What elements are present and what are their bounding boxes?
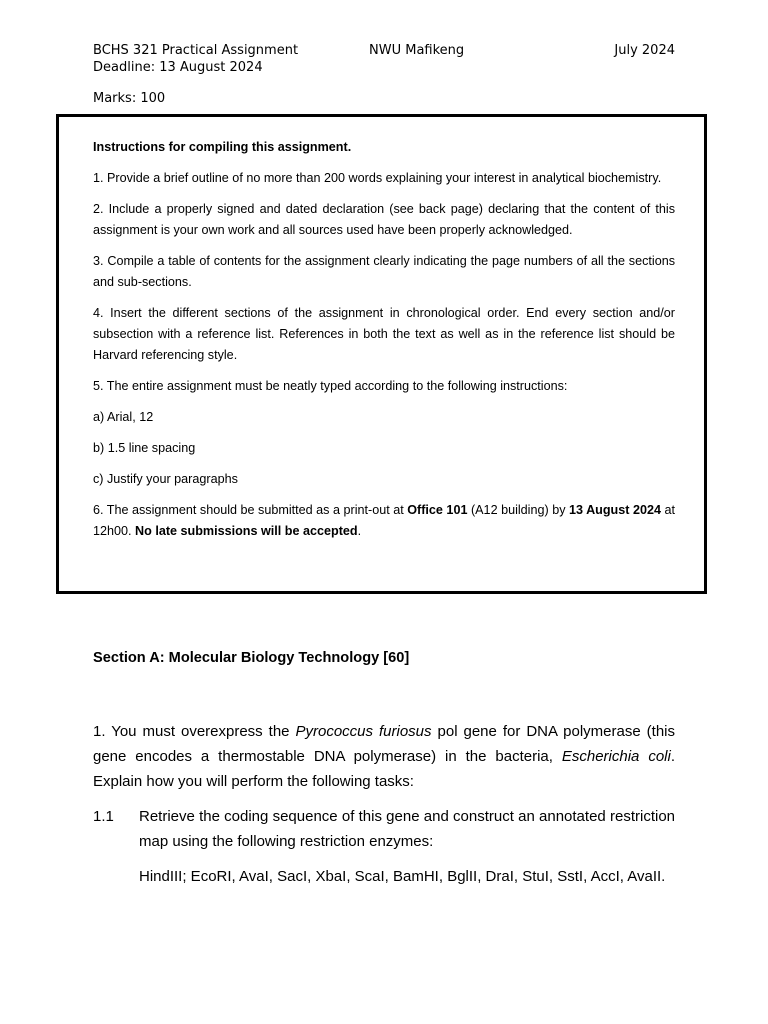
item6-text-4: . <box>357 524 362 538</box>
instruction-item-5c: c) Justify your paragraphs <box>93 472 238 486</box>
organism-pyrococcus: Pyrococcus furiosus <box>295 723 432 740</box>
q1-text-2: pol gene for DNA polymerase (this gene encodes a thermostable DNA polymerase) in the bacteria, <box>93 723 675 765</box>
instructions-title: Instructions for compiling this assignment. <box>93 140 352 154</box>
question-1-1-number: 1.1 <box>93 808 114 825</box>
item6-text-3: at 12h00. <box>93 503 675 538</box>
restriction-enzyme-list: HindIII; EcoRI, AvaI, SacI, XbaI, ScaI, BamHI, BglII, DraI, StuI, SstI, AccI, AvaII. <box>139 868 666 885</box>
instruction-item-2: 2. Include a properly signed and dated declaration (see back page) declaring that the content of this assignment is your own work and all sources used have been properly acknowledged. <box>93 202 675 237</box>
item6-text-1: 6. The assignment should be submitted as a print-out at <box>93 503 408 517</box>
question-1 <box>93 719 675 794</box>
instruction-item-6 <box>93 500 675 542</box>
section-a-heading: Section A: Molecular Biology Technology [60] <box>93 650 410 666</box>
instruction-item-5: 5. The entire assignment must be neatly typed according to the following instructions: <box>93 379 568 393</box>
item6-text-2: (A12 building) by <box>467 503 570 517</box>
header-date: July 2024 <box>614 43 675 58</box>
late-submission-notice: No late submissions will be accepted <box>135 524 358 538</box>
organism-ecoli: Escherichia coli <box>561 748 671 765</box>
question-1-1 <box>93 804 675 854</box>
deadline-text: Deadline: 13 August 2024 <box>93 60 263 75</box>
instructions-content <box>93 137 675 552</box>
instruction-item-1: 1. Provide a brief outline of no more than 200 words explaining your interest in analytical biochemistry. <box>93 171 662 185</box>
question-1-1-text: Retrieve the coding sequence of this gene and construct an annotated restriction map using the following restriction enzymes: <box>139 808 675 850</box>
submission-deadline: 13 August 2024 <box>569 503 661 517</box>
q1-text-3: . Explain how you will perform the following tasks: <box>93 748 675 790</box>
header-left <box>93 42 298 76</box>
marks-text: Marks: 100 <box>93 91 166 106</box>
instructions-box <box>56 114 707 594</box>
q1-text-1: 1. You must overexpress the <box>93 723 296 740</box>
office-location: Office 101 <box>407 503 468 517</box>
instruction-item-3: 3. Compile a table of contents for the assignment clearly indicating the page numbers of all the sections and sub-sections. <box>93 254 675 289</box>
instruction-item-5b: b) 1.5 line spacing <box>93 441 196 455</box>
instruction-item-4: 4. Insert the different sections of the assignment in chronological order. End every section and/or subsection with a reference list. References in both the text as well as in the reference list should be Harvard referencing style. <box>93 306 675 362</box>
institution-name: NWU Mafikeng <box>369 43 465 58</box>
instruction-item-5a: a) Arial, 12 <box>93 410 154 424</box>
course-title: BCHS 321 Practical Assignment <box>93 43 299 58</box>
